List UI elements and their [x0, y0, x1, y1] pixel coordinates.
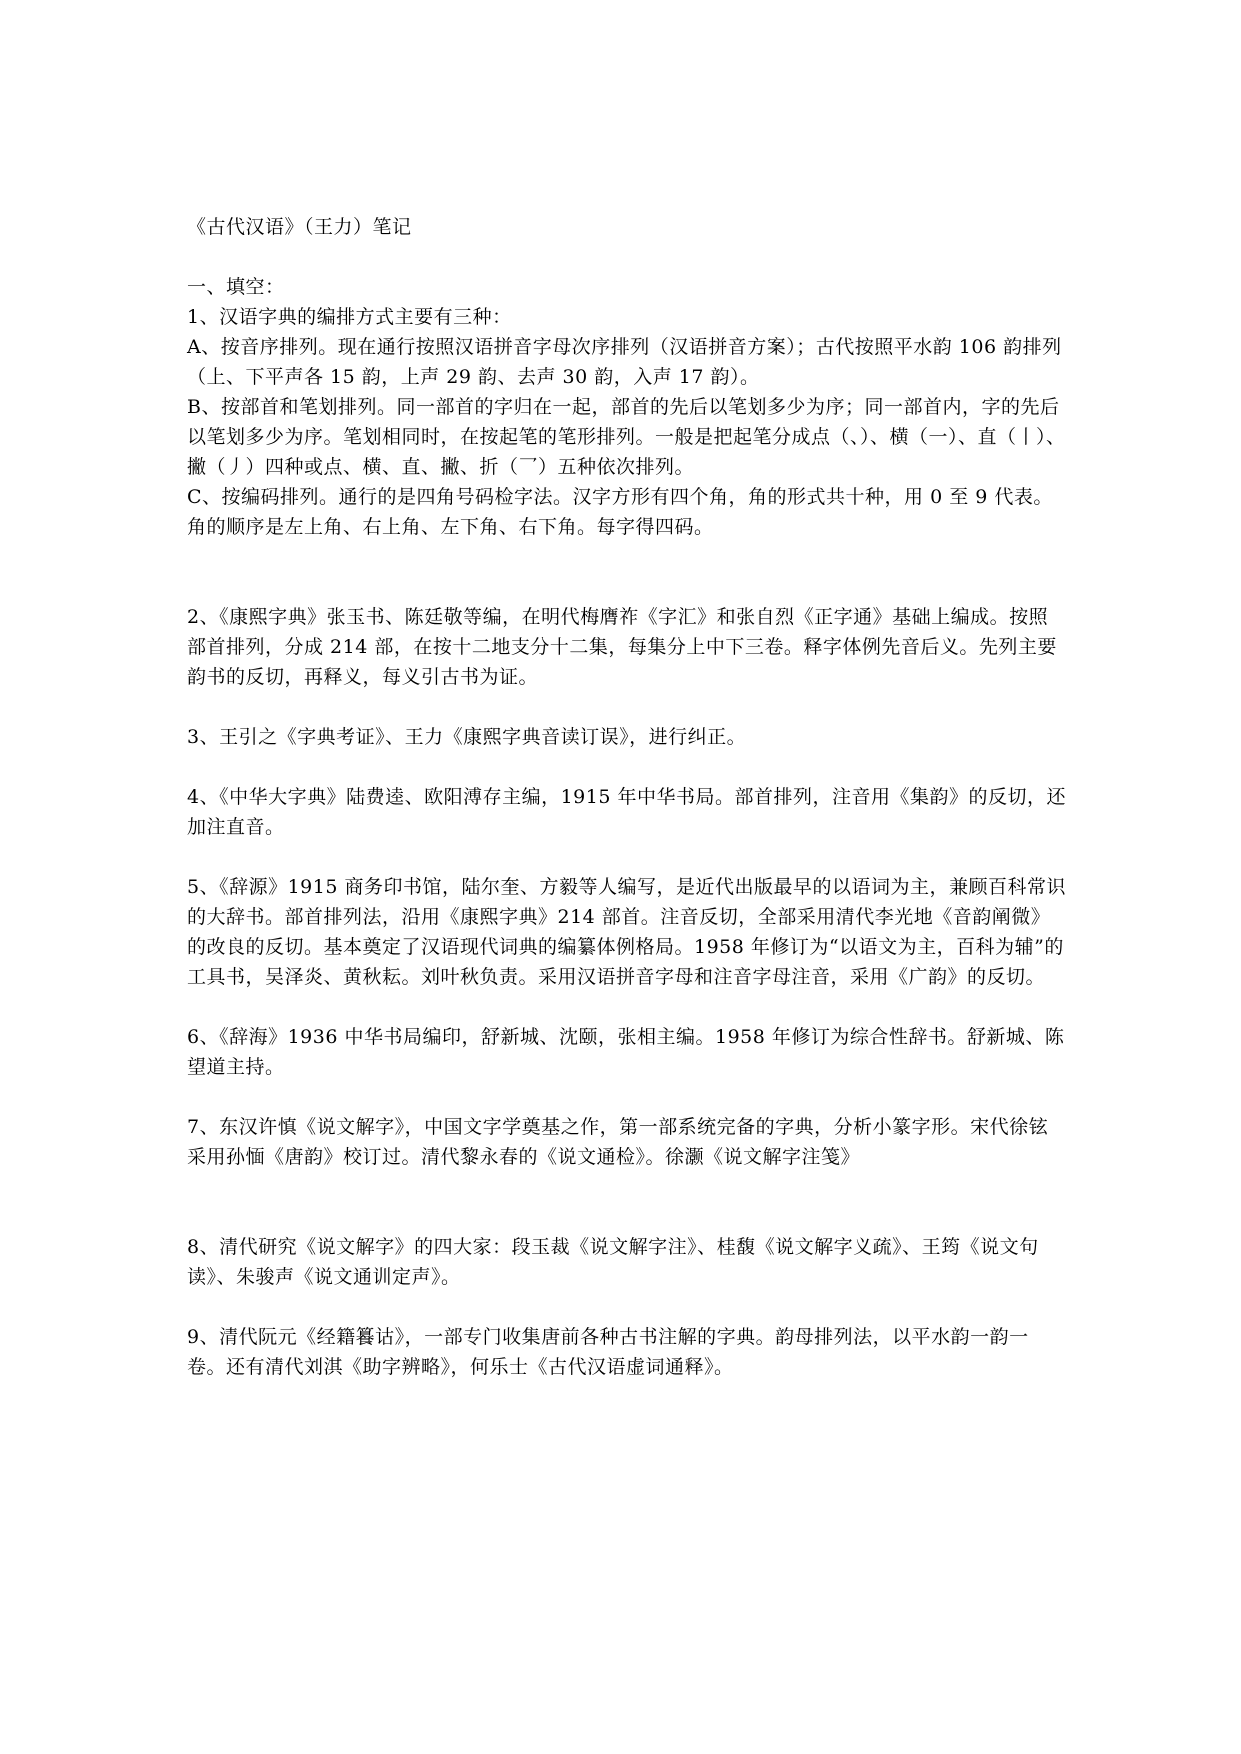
document-page — [187, 212, 1067, 1382]
spacer — [187, 1292, 1067, 1322]
item-1-c: C、按编码排列。通行的是四角号码检字法。汉字方形有四个角，角的形式共十种，用 0 至 9 代表。角的顺序是左上角、右上角、左下角、右下角。每字得四码。 — [187, 486, 1053, 538]
item-1-intro: 1、汉语字典的编排方式主要有三种： — [187, 306, 512, 328]
item-8: 8、清代研究《说文解字》的四大家：段玉裁《说文解字注》、桂馥《说文解字义疏》、王筠《说文句读》、朱骏声《说文通训定声》。 — [187, 1236, 1039, 1288]
item-7: 7、东汉许慎《说文解字》，中国文字学奠基之作，第一部系统完备的字典，分析小篆字形。宋代徐铉采用孙愐《唐韵》校订过。清代黎永春的《说文通检》。徐灏《说文解字注笺》 — [187, 1116, 1049, 1168]
spacer — [187, 842, 1067, 872]
item-1-b: B、按部首和笔划排列。同一部首的字归在一起，部首的先后以笔划多少为序；同一部首内，字的先后以笔划多少为序。笔划相同时，在按起笔的笔形排列。一般是把起笔分成点（、）、横（一）、直（丨）、撇（丿）四种或点、横、直、撇、折（乛）五种依次排列。 — [187, 396, 1066, 478]
spacer — [187, 992, 1067, 1022]
spacer — [187, 692, 1067, 722]
item-6: 6、《辞海》1936 中华书局编印，舒新城、沈颐，张相主编。1958 年修订为综合性辞书。舒新城、陈望道主持。 — [187, 1026, 1065, 1078]
item-5: 5、《辞源》1915 商务印书馆，陆尔奎、方毅等人编写，是近代出版最早的以语词为主，兼顾百科常识的大辞书。部首排列法，沿用《康熙字典》214 部首。注音反切，全部采用清代李光地《音韵阐微》的改良的反切。基本奠定了汉语现代词典的编纂体例格局。1958 年修订为“以语文为主，百科为辅”的工具书，吴泽炎、黄秋耘。刘叶秋负责。采用汉语拼音字母和注音字母注音，采用《广韵》的反切。 — [187, 876, 1066, 988]
spacer — [187, 542, 1067, 602]
section-heading-fill-in: 一、填空： — [187, 276, 285, 298]
item-4: 4、《中华大字典》陆费逵、欧阳溥存主编，1915 年中华书局。部首排列，注音用《集韵》的反切，还加注直音。 — [187, 786, 1066, 838]
item-2: 2、《康熙字典》张玉书、陈廷敬等编，在明代梅膺祚《字汇》和张自烈《正字通》基础上编成。按照部首排列，分成 214 部，在按十二地支分十二集，每集分上中下三卷。释字体例先音后义。先列主要韵书的反切，再释义，每义引古书为证。 — [187, 606, 1057, 688]
item-3: 3、王引之《字典考证》、王力《康熙字典音读订误》，进行纠正。 — [187, 726, 747, 748]
item-9: 9、清代阮元《经籍籑诂》，一部专门收集唐前各种古书注解的字典。韵母排列法，以平水韵一韵一卷。还有清代刘淇《助字辨略》，何乐士《古代汉语虚词通释》。 — [187, 1326, 1029, 1378]
spacer — [187, 752, 1067, 782]
spacer — [187, 1172, 1067, 1232]
document-title: 《古代汉语》（王力）笔记 — [187, 216, 412, 238]
item-1-a: A、按音序排列。现在通行按照汉语拼音字母次序排列（汉语拼音方案）；古代按照平水韵 106 韵排列（上、下平声各 15 韵，上声 29 韵、去声 30 韵，入声 17 韵）。 — [187, 336, 1062, 388]
spacer — [187, 1082, 1067, 1112]
